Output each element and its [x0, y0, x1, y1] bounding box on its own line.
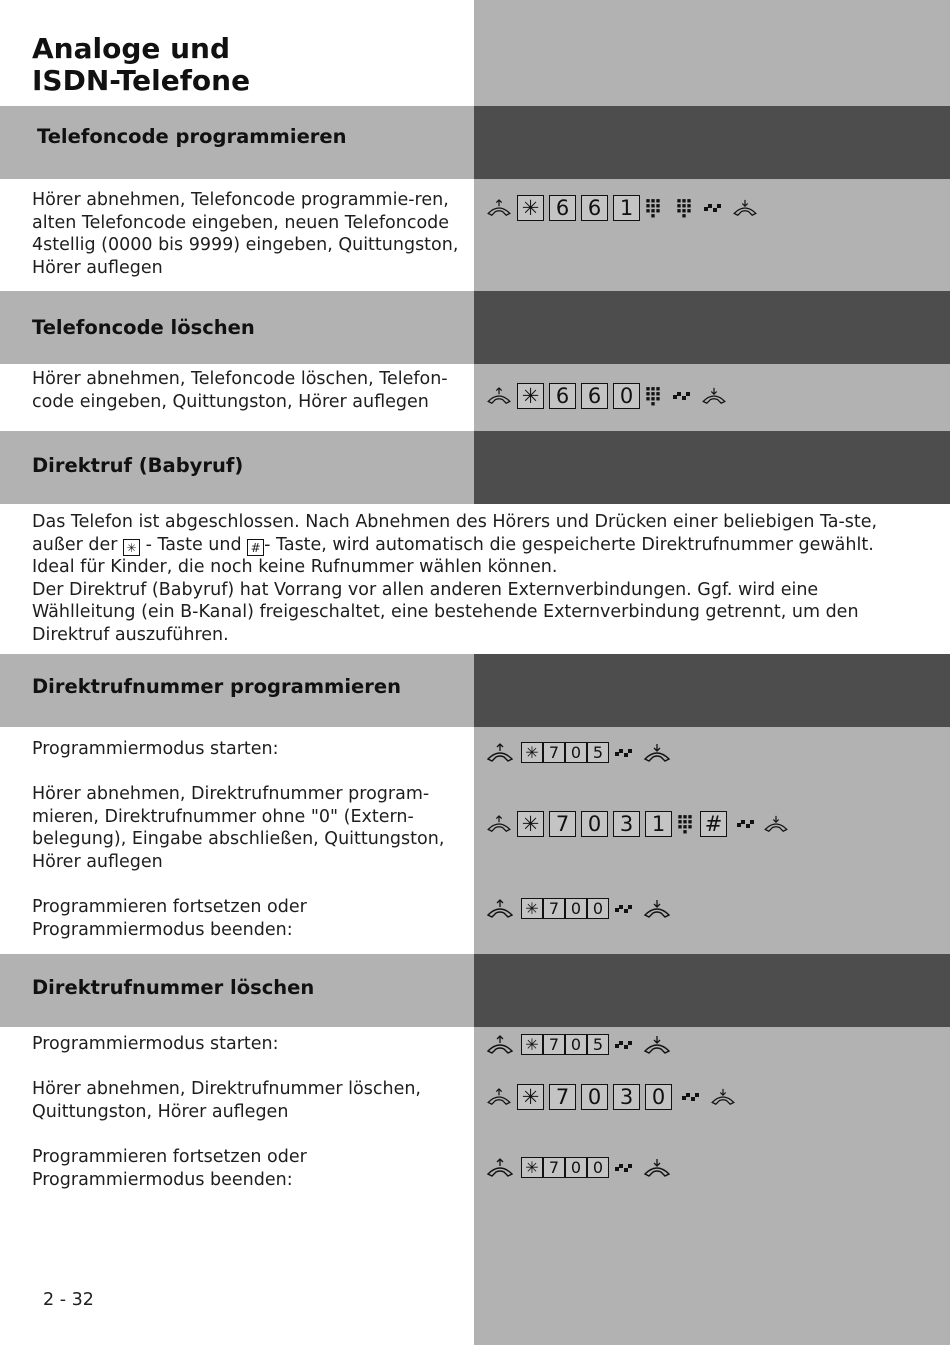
star-key: ✳ [521, 1034, 543, 1055]
text-programmieren-fortsetzen: Programmieren fortsetzen oder Programmiermodus beenden: [32, 897, 307, 940]
tone-icon [614, 747, 634, 759]
text-telefoncode-programmieren: Hörer abnehmen, Telefoncode programmie-ren, alten Telefoncode eingeben, neuen Telefoncode 4stellig (0000 bis 9999) eingeben, Quittungston, Hörer auflegen [32, 190, 459, 278]
star-key: ✳ [517, 1084, 544, 1110]
handset-lift-icon [486, 1158, 514, 1178]
section-header-band-dark [474, 106, 950, 179]
digit-key: 7 [549, 811, 576, 837]
star-key: ✳ [517, 195, 544, 221]
handset-lift-icon [486, 199, 512, 217]
text-telefoncode-loeschen: Hörer abnehmen, Telefoncode löschen, Telefon-code eingeben, Quittungston, Hörer auflegen [32, 369, 448, 412]
tone-icon [614, 903, 634, 915]
handset-hangup-icon [763, 815, 789, 833]
digit-key: 6 [581, 195, 608, 221]
digit-key: 0 [565, 898, 587, 919]
digit-key: 7 [543, 1034, 565, 1055]
digit-key: 6 [549, 195, 576, 221]
sequence-programmiermodus-starten [486, 1034, 671, 1055]
sequence-telefoncode-loeschen [486, 383, 727, 409]
digit-key: 7 [543, 1157, 565, 1178]
star-key: ✳ [517, 811, 544, 837]
digit-key: 0 [581, 811, 608, 837]
text-direktrufnummer-programmieren: Hörer abnehmen, Direktrufnummer program-mieren, Direktrufnummer ohne "0" (Extern-belegung), Eingabe abschließen, Quittungston, Hörer auflegen [32, 784, 445, 872]
sequence-programmieren-fortsetzen [486, 1157, 671, 1178]
page-title: Analoge und ISDN-Telefone [32, 32, 251, 97]
digit-key: 7 [543, 898, 565, 919]
digit-key: 6 [549, 383, 576, 409]
handset-hangup-icon [643, 1158, 671, 1178]
digit-key: 5 [587, 1034, 609, 1055]
hash-key: # [700, 811, 727, 837]
handset-lift-icon [486, 815, 512, 833]
text-programmiermodus-starten: Programmiermodus starten: [32, 739, 279, 759]
handset-hangup-icon [643, 1035, 671, 1055]
section-header-band-dark [474, 291, 950, 364]
digit-key: 5 [587, 742, 609, 763]
digit-key: 1 [613, 195, 640, 221]
handset-lift-icon [486, 1035, 514, 1055]
digit-key: 0 [565, 742, 587, 763]
digit-key: 0 [587, 1157, 609, 1178]
sequence-telefoncode-programmieren [486, 195, 758, 221]
star-key: ✳ [521, 898, 543, 919]
sequence-direktrufnummer-loeschen [486, 1084, 736, 1110]
section-header-band-dark [474, 431, 950, 504]
handset-hangup-icon [710, 1088, 736, 1106]
keypad-icon [645, 386, 661, 406]
heading-telefoncode-loeschen: Telefoncode löschen [32, 316, 255, 339]
digit-key: 3 [613, 811, 640, 837]
tone-icon [672, 390, 692, 402]
handset-lift-icon [486, 899, 514, 919]
digit-key: 1 [645, 811, 672, 837]
digit-key: 0 [565, 1034, 587, 1055]
digit-key: 7 [543, 742, 565, 763]
heading-direktrufnummer-programmieren: Direktrufnummer programmieren [32, 675, 401, 698]
handset-lift-icon [486, 387, 512, 405]
tone-icon [614, 1162, 634, 1174]
page-number: 2 - 32 [43, 1290, 94, 1310]
tone-icon [681, 1091, 701, 1103]
hash-key-inline: # [247, 539, 264, 556]
star-key: ✳ [521, 742, 543, 763]
heading-direktruf: Direktruf (Babyruf) [32, 454, 244, 477]
sequence-direktrufnummer-programmieren [486, 811, 789, 837]
text-direktrufnummer-loeschen: Hörer abnehmen, Direktrufnummer löschen, Quittungston, Hörer auflegen [32, 1079, 421, 1122]
star-key: ✳ [521, 1157, 543, 1178]
tone-icon [703, 202, 723, 214]
heading-direktrufnummer-loeschen: Direktrufnummer löschen [32, 976, 315, 999]
handset-hangup-icon [643, 743, 671, 763]
handset-lift-icon [486, 743, 514, 763]
star-key: ✳ [517, 383, 544, 409]
sequence-programmiermodus-starten [486, 742, 671, 763]
text-programmieren-fortsetzen: Programmieren fortsetzen oder Programmiermodus beenden: [32, 1147, 307, 1190]
section-header-band-dark [474, 954, 950, 1027]
digit-key: 7 [549, 1084, 576, 1110]
handset-hangup-icon [643, 899, 671, 919]
handset-hangup-icon [732, 199, 758, 217]
star-key-inline: ✳ [123, 539, 140, 556]
section-header-band-dark [474, 654, 950, 727]
tone-icon [736, 818, 756, 830]
digit-key: 0 [613, 383, 640, 409]
handset-hangup-icon [701, 387, 727, 405]
digit-key: 0 [581, 1084, 608, 1110]
digit-key: 0 [565, 1157, 587, 1178]
heading-telefoncode-programmieren: Telefoncode programmieren [37, 125, 347, 148]
digit-key: 6 [581, 383, 608, 409]
keypad-icon [676, 198, 692, 218]
digit-key: 3 [613, 1084, 640, 1110]
tone-icon [614, 1039, 634, 1051]
digit-key: 0 [587, 898, 609, 919]
text-direktruf: Das Telefon ist abgeschlossen. Nach Abnehmen des Hörers und Drücken einer beliebigen Ta-ste, außer der ✳ - Taste und # - Taste, wird automatisch die gespeicherte Direktrufnummer gewählt. Ideal für Kinder, die noch keine Rufnummer wählen können. Der Direktruf (Babyruf) hat Vorrang vor allen anderen Externverbindungen. Ggf. wird eine Wählleitung (ein B-Kanal) freigeschaltet, eine bestehende Externverbindung getrennt, um den Direktruf auszuführen. [32, 512, 878, 645]
digit-key: 0 [645, 1084, 672, 1110]
sequence-programmieren-fortsetzen [486, 898, 671, 919]
handset-lift-icon [486, 1088, 512, 1106]
keypad-icon [645, 198, 661, 218]
text-programmiermodus-starten: Programmiermodus starten: [32, 1034, 279, 1054]
keypad-icon [677, 814, 693, 834]
